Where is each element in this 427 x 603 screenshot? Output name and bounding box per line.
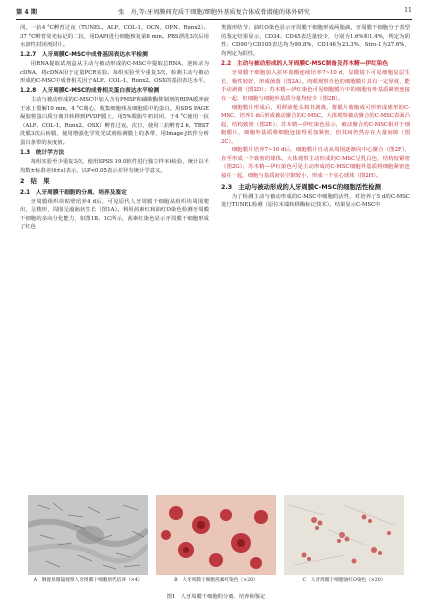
- running-header: [16, 7, 412, 19]
- issue-number: 第 4 期: [16, 9, 37, 16]
- figure-panel-b-caption: B 人牙周膜干细胞茜素红染色（×20）: [174, 578, 258, 583]
- paragraph: 牙周膜组织块贴壁培养4 d后，可见原代人牙周膜干细胞从组织块周围爬出，呈梭形，周围呈漩涡状生长（图1A）。利用茜素红和油红O染色检测牙周膜干细胞的多向分化能力，如图1B、1C所示，茜素红染色显示牙周膜干细胞形成了红色: [20, 198, 209, 231]
- paragraph: 牙周膜干细胞加入抗坏血酸连续培养7~10 d，显微镜下可见细胞复层生长，极性较好，形成菌落（图2A）。肉眼观察自色的细胞膜片具有一定厚度，能手动剥离（图2D）；苏木精—伊红染色可见细胞膜片中的细胞有外基质紧密连接在一起，但细胞与细胞外基质分量均较少（图2B）。: [221, 70, 410, 103]
- section-heading: 2 结 果: [20, 178, 50, 186]
- paragraph: 闭、一抗4 °C孵育过夜（TUNEL、ALP、COL-1、OCN、OPN、Runx2）、37 °C孵育荧光标记的二抗，用DAPI进行细胞核复染8 min。PBS漂洗3次后用水溶性封闭剂封片。: [20, 25, 209, 49]
- paragraph: 类圆形结节；油红O染色显示牙周膜干细胞形成两脂滴。牙周膜干细胞分子表型的鉴定结果显示，CD34、CD45表达量较少，分别为1.6%和1.4%，判定为阴性；CD90与CD105表达均为99.8%，CD146为23.3%，Stro-1为27.6%，均判定为阳性。: [221, 25, 410, 57]
- figure-caption: 图1 人牙周膜干细胞的分离、培养和鉴定: [166, 594, 266, 600]
- running-title: 张 舟,等:牙周膜间充质干细胞/细胞外基质复合体成骨潜能的体外研究: [118, 9, 310, 16]
- phase-contrast-image: [28, 495, 148, 575]
- paragraph: 细胞膜片培养7~10 d后，细胞膜片自动从周围逐渐向中心聚合（图2F），直至形成一个致密的球体。大体观察主动形成的C-MSC呈乳白色，结构较紧密（图2G）；苏木精—伊红染色可见主动形成的C-MSC细胞外基质将细胞紧密连接在一起，细胞与基质间显空隙较小，形成一个实心球体（图2H）。: [221, 147, 410, 179]
- left-column: [20, 24, 209, 232]
- section-heading: 2.2 主动与被动形成的人牙周膜C-MSC制备及苏木精—伊红染色: [221, 61, 389, 68]
- figure-panel-c: [284, 495, 404, 575]
- figure-panel-a-caption: A 倒置显微镜观察人牙周膜干细胞原代培养（×4）: [33, 578, 143, 583]
- oil-red-o-image: [284, 495, 404, 575]
- figure-panel-b: [156, 495, 276, 575]
- paragraph: 用RNA提取试剂盒从主动与被动形成的C-MSC中提取总RNA，逆转录为cDNA，将cDNA用于定量PCR实验。每组实验至少重复3次，检测主动与被动形成的C-MSC中成骨相关因子ALP、COL-1、Runx2、OSX的基因表达水平。: [20, 61, 209, 85]
- figure-panel-c-caption: C 人牙周膜干细胞油红O染色（×20）: [302, 578, 386, 583]
- paragraph: 细胞膜片形成后，用移液枪头将其剥离，将膜片收缩成可形形成球形的C-MSC，培养1 d后形成被动聚合的C-MSC。大体观察被动聚合的C-MSC表面凸起，结构致密（图2E）；苏木精—伊红染色显示，被动聚合的C-MSC相对于细胞膜片，细胞外基质将细胞连接得更加紧密，但其间仍然存在大量间隙（图2C）。: [221, 104, 410, 145]
- figure-panel-a: [28, 495, 148, 575]
- paragraph: 主动与被动形成的C-MSC中加入含有PMSF和磷酸酶抑制剂的RIPA缓冲液于冰上裂解10 min，4 °C离心，收集细胞残及细胞质中的蛋白。用SDS PAGE凝胶将蛋白质分离并转移到PVDF膜上，用5%脱脂牛奶封闭，于4 °C使用一抗（ALP、COL-1、Runx2、OSX）孵育过夜。次日，使用二抗孵育2 h，TBST洗膜3次后转膜，使用增强化学发光试剂检测膜上的条带，用Image-J软件分析蛋白条带的灰度值。: [20, 97, 209, 147]
- subsection-heading: 1.2.7 人牙周膜C-MSC中成骨基因表达水平检测: [20, 52, 148, 59]
- paragraph: 每组实验至少重复3次，使用SPSS 19.0软件进行独立样本t检验，统计以平均数±标准差(x̄±s)表示，以P<0.05表示差异有统计学意义。: [20, 159, 209, 174]
- header-rule: [16, 19, 412, 20]
- subsection-heading: 1.3 统计学方法: [20, 150, 65, 157]
- paragraph: 为了检测主动与被动形成的C-MSC中细胞的活性，对培养了5 d的C-MSC进行TUNEL检测（原位末端转移酶标记技术）。结果显示C-MSC中: [221, 193, 410, 209]
- subsection-heading: 1.2.8 人牙周膜C-MSC的成骨相关蛋白表达水平检测: [20, 88, 160, 95]
- right-column: [221, 24, 410, 210]
- subsection-heading: 2.1 人牙周膜干细胞的分离、培养及鉴定: [20, 189, 127, 196]
- alizarin-red-image: [156, 495, 276, 575]
- section-heading: 2.3 主动与被动形成的人牙周膜C-MSC的细胞活性检测: [221, 183, 381, 191]
- page-number: 11: [404, 7, 412, 14]
